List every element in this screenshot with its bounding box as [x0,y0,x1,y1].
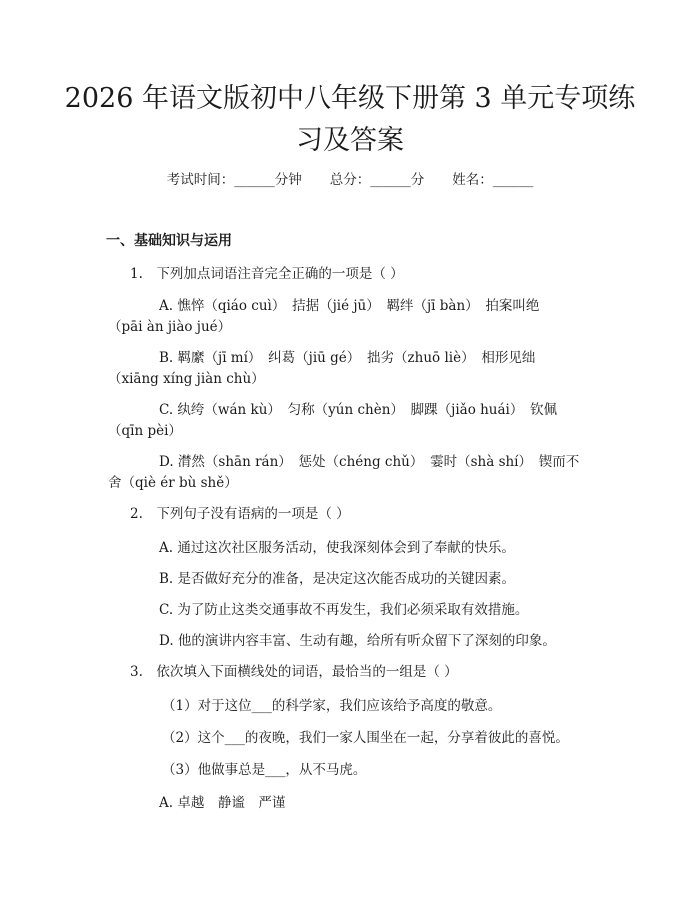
question-3-stem: 3. 依次填入下面横线处的词语，最恰当的一组是（ ） [130,664,458,680]
question-1-stem: 1. 下列加点词语注音完全正确的一项是（ ） [130,266,404,282]
question-1-option-a: A. 憔悴（qiáo cuì） 拮据（jié jū） 羁绊（jī bàn） 拍案叫绝 [159,298,540,314]
question-3-item-3: （3）他做事总是___，从不马虎。 [162,762,367,778]
section-heading: 一、基础知识与运用 [106,233,232,249]
question-2-stem: 2. 下列句子没有语病的一项是（ ） [130,506,350,522]
question-2-option-b: B. 是否做好充分的准备，是决定这次能否成功的关键因素。 [159,571,516,587]
question-3-item-1: （1）对于这位___的科学家，我们应该给予高度的敬意。 [162,698,502,714]
question-1-option-d-cont: 舍（qiè ér bù shě） [108,475,238,491]
document-title: 2026 年语文版初中八年级下册第 3 单元专项练习及答案 [64,83,636,156]
question-1-option-c-cont: （qīn pèi） [108,423,182,439]
question-1-option-d: D. 潸然（shān rán） 惩处（chéng chǔ） 霎时（shà shí） 锲而不 [159,454,580,470]
question-3-item-2: （2）这个___的夜晚，我们一家人围坐在一起，分享着彼此的喜悦。 [162,730,569,746]
question-2-option-a: A. 通过这次社区服务活动，使我深刻体会到了奉献的快乐。 [159,540,515,556]
exam-meta [0,168,700,188]
exam-time: 考试时间：______分钟 [166,172,302,188]
question-2-option-d: D. 他的演讲内容丰富、生动有趣，给所有听众留下了深刻的印象。 [159,633,556,649]
question-3-option-a: A. 卓越 静谧 严谨 [159,795,286,811]
question-1-option-b-cont: （xiāng xíng jiàn chù） [108,371,265,387]
exam-score: 总分：______分 [329,172,425,188]
student-name: 姓名：______ [452,172,534,188]
question-2-option-c: C. 为了防止这类交通事故不再发生，我们必须采取有效措施。 [159,602,529,618]
question-1-option-b: B. 羁縻（jī mí） 纠葛（jiū gé） 拙劣（zhuō liè） 相形见绌 [159,350,536,366]
question-1-option-c: C. 纨绔（wán kù） 匀称（yún chèn） 脚踝（jiǎo huái） 钦佩 [159,402,558,418]
question-1-option-a-cont: （pāi àn jiào jué） [108,319,232,335]
